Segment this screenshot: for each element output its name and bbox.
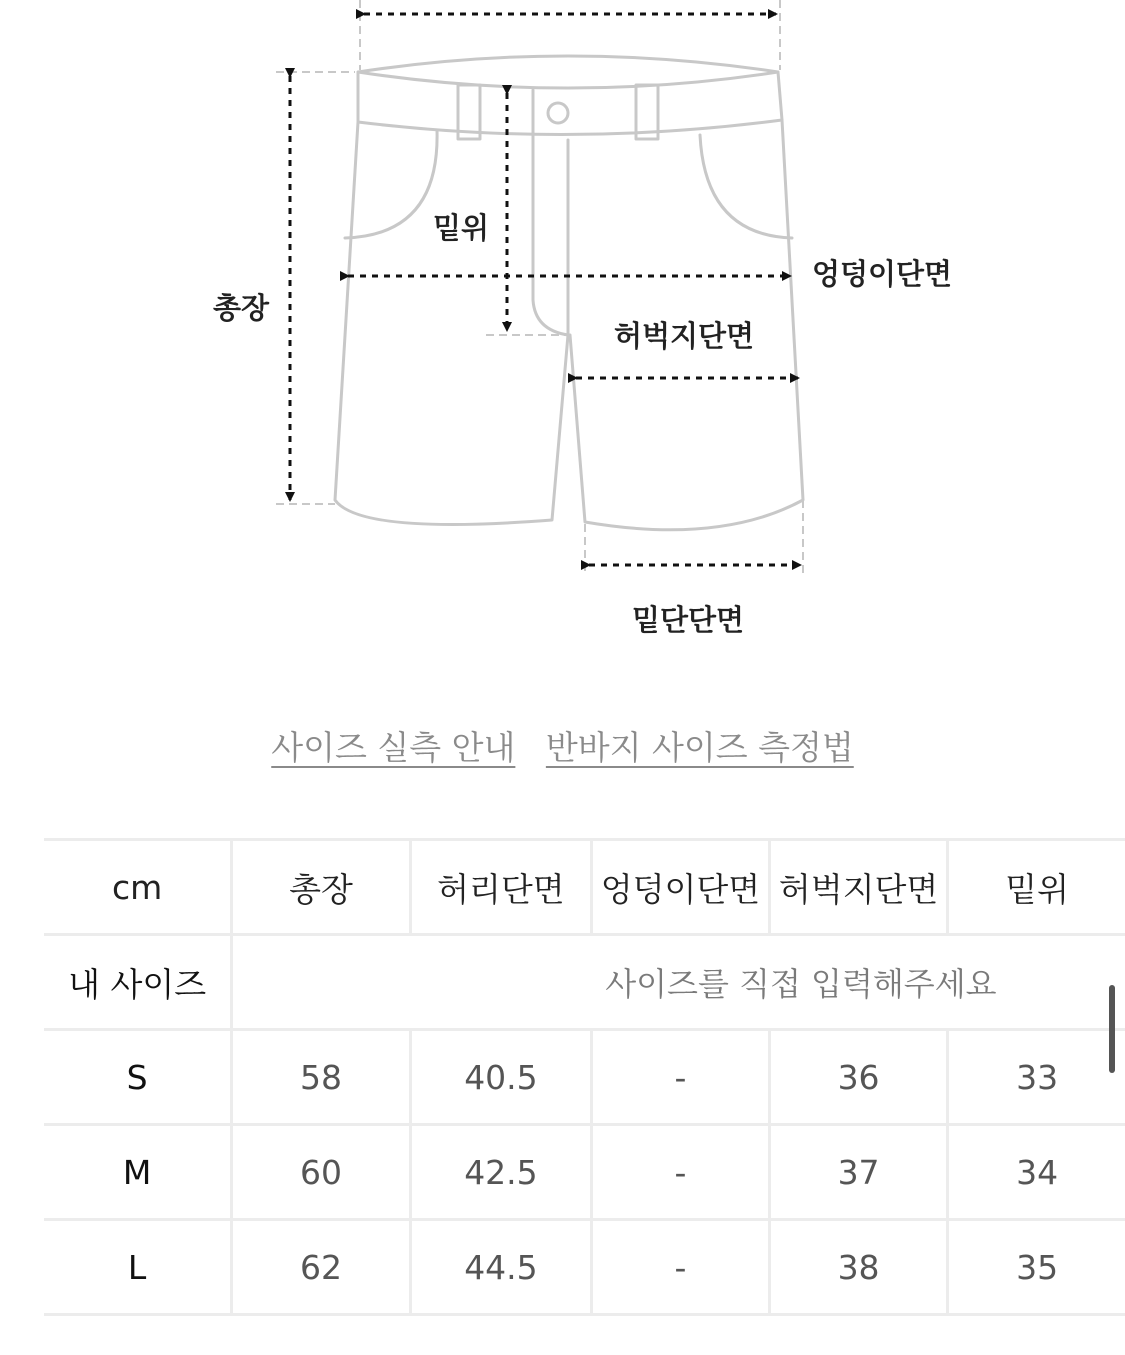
table-row	[44, 1030, 1125, 1125]
table-cell: 36	[769, 1030, 948, 1125]
table-cell: 33	[948, 1030, 1125, 1125]
my-size-row	[44, 935, 1125, 1030]
thigh-label: 허벅지단면	[613, 319, 755, 353]
column-header: 밑위	[948, 840, 1125, 935]
size-guide-link[interactable]: 사이즈 실측 안내	[271, 728, 516, 767]
table-cell: 44.5	[410, 1220, 591, 1315]
total-length-label: 총장	[212, 291, 270, 325]
column-header: 엉덩이단면	[592, 840, 770, 935]
table-header-row	[44, 840, 1125, 935]
shorts-measurement-diagram	[0, 0, 1125, 660]
size-label: S	[44, 1030, 232, 1125]
rise-label: 밑위	[432, 211, 490, 245]
table-cell: -	[592, 1030, 770, 1125]
table-cell: 42.5	[410, 1125, 591, 1220]
hip-label: 엉덩이단면	[812, 257, 953, 291]
column-header: 총장	[232, 840, 411, 935]
table-cell: 40.5	[410, 1030, 591, 1125]
table-cell: -	[592, 1220, 770, 1315]
table-row	[44, 1220, 1125, 1315]
measure-method-link[interactable]: 반바지 사이즈 측정법	[545, 728, 854, 767]
table-cell: 60	[232, 1125, 411, 1220]
table-cell: 38	[769, 1220, 948, 1315]
table-cell: 58	[232, 1030, 411, 1125]
unit-header: cm	[44, 840, 232, 935]
shorts-outline	[335, 56, 803, 530]
measurement-arrows	[290, 14, 800, 565]
table-cell: 62	[232, 1220, 411, 1315]
my-size-input[interactable]: 사이즈를 직접 입력해주세요	[232, 935, 1125, 1030]
column-header: 허리단면	[410, 840, 591, 935]
hem-label: 밑단단면	[631, 603, 745, 637]
size-label: M	[44, 1125, 232, 1220]
size-guide-links	[0, 722, 1125, 769]
column-header: 허벅지단면	[769, 840, 948, 935]
table-cell: -	[592, 1125, 770, 1220]
table-scrollbar[interactable]	[1109, 985, 1115, 1073]
size-label: L	[44, 1220, 232, 1315]
my-size-label: 내 사이즈	[44, 935, 232, 1030]
size-table-container[interactable]	[44, 838, 1125, 1320]
table-row	[44, 1125, 1125, 1220]
table-cell: 35	[948, 1220, 1125, 1315]
size-table	[44, 838, 1125, 1316]
table-cell: 34	[948, 1125, 1125, 1220]
table-cell: 37	[769, 1125, 948, 1220]
